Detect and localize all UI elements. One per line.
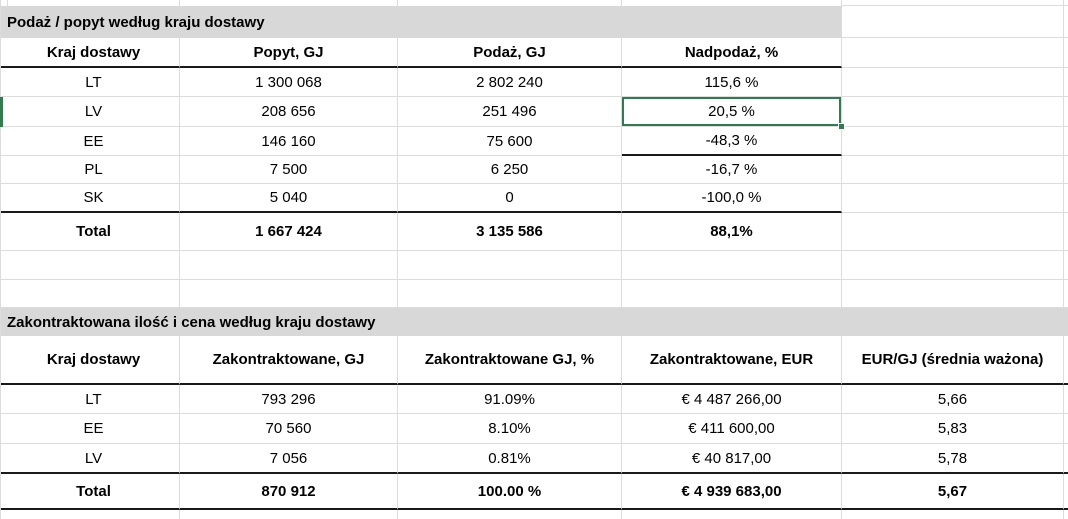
cell[interactable] — [8, 510, 180, 519]
cell[interactable] — [1064, 6, 1068, 38]
table-row — [0, 414, 1068, 444]
total-label[interactable]: Total — [8, 474, 180, 510]
table2-total-row — [0, 474, 1068, 510]
cell[interactable] — [0, 414, 8, 444]
cell[interactable] — [8, 251, 180, 280]
cell[interactable] — [842, 68, 1064, 97]
cell-popyt[interactable]: 146 160 — [180, 127, 398, 156]
cell[interactable] — [1064, 510, 1068, 519]
cell-popyt[interactable]: 1 300 068 — [180, 68, 398, 97]
cell-country[interactable]: EE — [8, 127, 180, 156]
table-row — [0, 444, 1068, 474]
table1-header-nadpodaz[interactable]: Nadpodaż, % — [622, 38, 842, 68]
cell-pct[interactable]: 8.10% — [398, 414, 622, 444]
cell-nadpodaz[interactable]: 115,6 % — [622, 68, 842, 97]
cell[interactable] — [1064, 68, 1068, 97]
table2-header-row — [0, 336, 1068, 385]
cell-eur-gj[interactable]: 5,66 — [842, 385, 1064, 414]
cell-podaz[interactable]: 6 250 — [398, 156, 622, 184]
cell-nadpodaz[interactable]: -48,3 % — [622, 127, 842, 156]
cell[interactable] — [1064, 280, 1068, 308]
cell[interactable] — [398, 510, 622, 519]
cell-gj[interactable]: 70 560 — [180, 414, 398, 444]
table2-header-gj[interactable]: Zakontraktowane, GJ — [180, 336, 398, 385]
cell[interactable] — [0, 251, 8, 280]
cell-country[interactable]: EE — [8, 414, 180, 444]
table1-title[interactable]: Podaż / popyt według kraju dostawy — [0, 6, 842, 38]
table2-header-country[interactable]: Kraj dostawy — [8, 336, 180, 385]
cell-podaz[interactable]: 75 600 — [398, 127, 622, 156]
cell[interactable] — [0, 213, 8, 251]
sheet-row — [0, 510, 1068, 519]
table1-total-row — [0, 213, 1068, 251]
cell[interactable] — [398, 280, 622, 308]
cell[interactable] — [0, 510, 8, 519]
total-eur-gj[interactable]: 5,67 — [842, 474, 1064, 510]
table1-title-row — [0, 6, 1068, 38]
cell[interactable] — [1064, 38, 1068, 68]
cell-podaz[interactable]: 0 — [398, 184, 622, 213]
cell-eur[interactable]: € 411 600,00 — [622, 414, 842, 444]
cell[interactable] — [842, 38, 1064, 68]
sheet-row — [0, 251, 1068, 280]
cell[interactable] — [1064, 156, 1068, 184]
cell[interactable] — [0, 184, 8, 213]
cell-podaz[interactable]: 251 496 — [398, 97, 622, 127]
total-podaz[interactable]: 3 135 586 — [398, 213, 622, 251]
table-row — [0, 68, 1068, 97]
cell[interactable] — [842, 6, 1064, 38]
cell-country[interactable]: LT — [8, 385, 180, 414]
cell[interactable] — [180, 251, 398, 280]
cell[interactable] — [622, 510, 842, 519]
cell[interactable] — [1064, 444, 1068, 474]
cell[interactable] — [0, 280, 8, 308]
cell[interactable] — [0, 474, 8, 510]
cell-eur-gj[interactable]: 5,83 — [842, 414, 1064, 444]
fill-handle[interactable] — [838, 123, 845, 130]
cell[interactable] — [842, 251, 1064, 280]
cell[interactable] — [842, 127, 1064, 156]
table1-header-country[interactable]: Kraj dostawy — [8, 38, 180, 68]
cell[interactable] — [0, 336, 8, 385]
cell[interactable] — [398, 251, 622, 280]
table1-header-popyt[interactable]: Popyt, GJ — [180, 38, 398, 68]
cell[interactable] — [1064, 251, 1068, 280]
cell-nadpodaz[interactable]: -16,7 % — [622, 156, 842, 184]
cell-country[interactable]: LT — [8, 68, 180, 97]
cell-popyt[interactable]: 208 656 — [180, 97, 398, 127]
total-gj[interactable]: 870 912 — [180, 474, 398, 510]
cell[interactable] — [1064, 213, 1068, 251]
table2-title-row — [0, 308, 1068, 336]
cell-country[interactable]: LV — [8, 444, 180, 474]
cell[interactable] — [842, 184, 1064, 213]
sheet-row — [0, 280, 1068, 308]
cell[interactable] — [842, 156, 1064, 184]
total-popyt[interactable]: 1 667 424 — [180, 213, 398, 251]
total-eur[interactable]: € 4 939 683,00 — [622, 474, 842, 510]
cell[interactable] — [0, 444, 8, 474]
table-row — [0, 385, 1068, 414]
cell-gj[interactable]: 793 296 — [180, 385, 398, 414]
cell-eur-gj[interactable]: 5,78 — [842, 444, 1064, 474]
cell-podaz[interactable]: 2 802 240 — [398, 68, 622, 97]
cell[interactable] — [842, 510, 1064, 519]
cell[interactable] — [0, 385, 8, 414]
cell-nadpodaz[interactable]: -100,0 % — [622, 184, 842, 213]
cell[interactable] — [0, 127, 8, 156]
grid-line — [0, 0, 1, 519]
cell-eur[interactable]: € 40 817,00 — [622, 444, 842, 474]
cell[interactable] — [0, 38, 8, 68]
table-row — [0, 184, 1068, 213]
cell[interactable] — [1064, 336, 1068, 385]
cell-popyt[interactable]: 7 500 — [180, 156, 398, 184]
cell-country[interactable]: SK — [8, 184, 180, 213]
cell[interactable] — [622, 280, 842, 308]
selected-cell[interactable] — [622, 97, 842, 127]
cell[interactable] — [1064, 97, 1068, 127]
cell[interactable] — [180, 280, 398, 308]
total-nadpodaz[interactable]: 88,1% — [622, 213, 842, 251]
cell[interactable] — [842, 280, 1064, 308]
cell[interactable] — [622, 251, 842, 280]
cell[interactable] — [0, 68, 8, 97]
table1-header-podaz[interactable]: Podaż, GJ — [398, 38, 622, 68]
cell[interactable] — [180, 510, 398, 519]
table1-header-row — [0, 38, 1068, 68]
cell[interactable] — [8, 280, 180, 308]
selected-cell-value: 20,5 % — [708, 103, 755, 120]
total-label[interactable]: Total — [8, 213, 180, 251]
cell[interactable] — [1064, 414, 1068, 444]
cell[interactable] — [842, 97, 1064, 127]
cell-popyt[interactable]: 5 040 — [180, 184, 398, 213]
cell-pct[interactable]: 91.09% — [398, 385, 622, 414]
table2-header-eur[interactable]: Zakontraktowane, EUR — [622, 336, 842, 385]
table-row — [0, 127, 1068, 156]
total-pct[interactable]: 100.00 % — [398, 474, 622, 510]
selected-row-indicator — [0, 97, 3, 127]
cell-country[interactable]: PL — [8, 156, 180, 184]
cell[interactable] — [1064, 385, 1068, 414]
cell-pct[interactable]: 0.81% — [398, 444, 622, 474]
cell-gj[interactable]: 7 056 — [180, 444, 398, 474]
table2-header-gj-pct[interactable]: Zakontraktowane GJ, % — [398, 336, 622, 385]
cell[interactable] — [842, 213, 1064, 251]
cell-country[interactable]: LV — [8, 97, 180, 127]
cell-eur[interactable]: € 4 487 266,00 — [622, 385, 842, 414]
cell[interactable] — [0, 156, 8, 184]
cell[interactable] — [1064, 184, 1068, 213]
table2-title[interactable]: Zakontraktowana ilość i cena według kraju dostawy — [0, 308, 1068, 336]
table2-header-eur-gj[interactable]: EUR/GJ (średnia ważona) — [842, 336, 1064, 385]
cell[interactable] — [1064, 474, 1068, 510]
cell[interactable] — [1064, 127, 1068, 156]
table-row — [0, 156, 1068, 184]
table-row — [0, 97, 1068, 127]
